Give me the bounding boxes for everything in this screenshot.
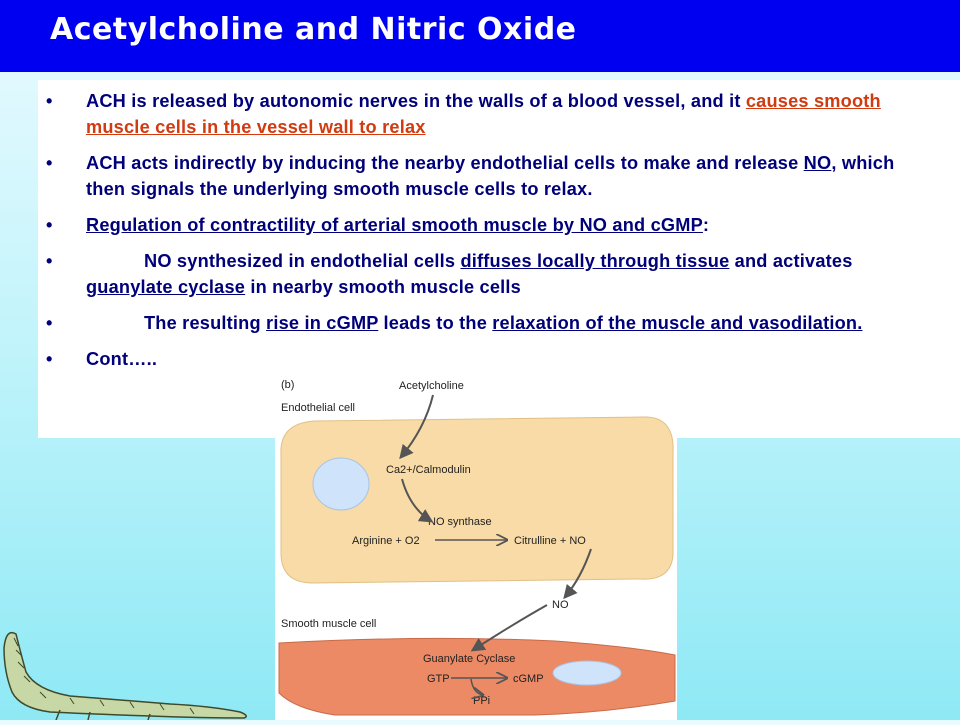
bullet-text: Cont….. (86, 349, 158, 369)
acetylcholine-label: Acetylcholine (399, 380, 464, 392)
endothelial-cell-label: Endothelial cell (281, 402, 355, 414)
title-bar (0, 0, 960, 72)
hyperlink[interactable]: rise in cGMP (266, 313, 379, 333)
signaling-figure (275, 373, 677, 720)
ppi-label: PPi (473, 695, 491, 707)
slide-title: Acetylcholine and Nitric Oxide (50, 12, 577, 47)
bullet-text: , which then signals the underlying smooth muscle cells to relax. (86, 153, 895, 199)
bullet-marker: • (46, 251, 53, 271)
cgmp-label: cGMP (513, 673, 544, 685)
bullet-text: The resulting (144, 313, 267, 333)
citrulline-label: Citrulline + NO (514, 535, 586, 547)
bullet-text: leads to the (378, 313, 493, 333)
muscle-nucleus (553, 661, 621, 685)
bullet-marker: • (46, 153, 53, 173)
bullet-item (38, 88, 928, 140)
bullet-item (38, 212, 928, 238)
bullet-marker: • (46, 349, 53, 369)
bullet-text: in nearby smooth muscle cells (245, 277, 521, 297)
gtp-label: GTP (427, 673, 450, 685)
panel-label: (b) (281, 379, 295, 391)
calmodulin-label: Ca2+/Calmodulin (386, 464, 471, 476)
bullet-text: ACH acts indirectly by inducing the nearby endothelial cells to make and release (86, 153, 804, 173)
bullet-text: and activates (729, 251, 853, 271)
bullet-text: : (702, 215, 710, 235)
no-label: NO (552, 599, 569, 611)
hyperlink[interactable]: Regulation of contractility of arterial smooth muscle by NO and cGMP (86, 215, 703, 235)
bullet-item (38, 150, 928, 202)
hyperlink[interactable]: guanylate cyclase (86, 277, 246, 297)
bullet-text: NO synthesized in endothelial cells (144, 251, 461, 271)
endothelial-nucleus (313, 458, 369, 510)
arginine-label: Arginine + O2 (352, 535, 420, 547)
hyperlink[interactable]: NO (803, 153, 832, 173)
bullet-item (38, 310, 928, 336)
signaling-diagram (275, 373, 677, 720)
no-synthase-label: NO synthase (428, 516, 492, 528)
bullet-list (38, 88, 928, 382)
bullet-marker: • (46, 91, 53, 111)
crocodile-illustration (0, 628, 252, 720)
hyperlink[interactable]: diffuses locally through tissue (460, 251, 730, 271)
bullet-item (38, 346, 928, 372)
hyperlink[interactable]: relaxation of the muscle and vasodilation. (492, 313, 863, 333)
bullet-item (38, 248, 928, 300)
guanylate-cyclase-label: Guanylate Cyclase (423, 653, 516, 665)
bullet-marker: • (46, 313, 53, 333)
bullet-text: ACH is released by autonomic nerves in the walls of a blood vessel, and it (86, 91, 746, 111)
bullet-marker: • (46, 215, 53, 235)
hyperlink[interactable]: causes smooth muscle cells in the vessel wall to relax (86, 91, 881, 137)
smooth-muscle-cell-label: Smooth muscle cell (281, 618, 377, 630)
